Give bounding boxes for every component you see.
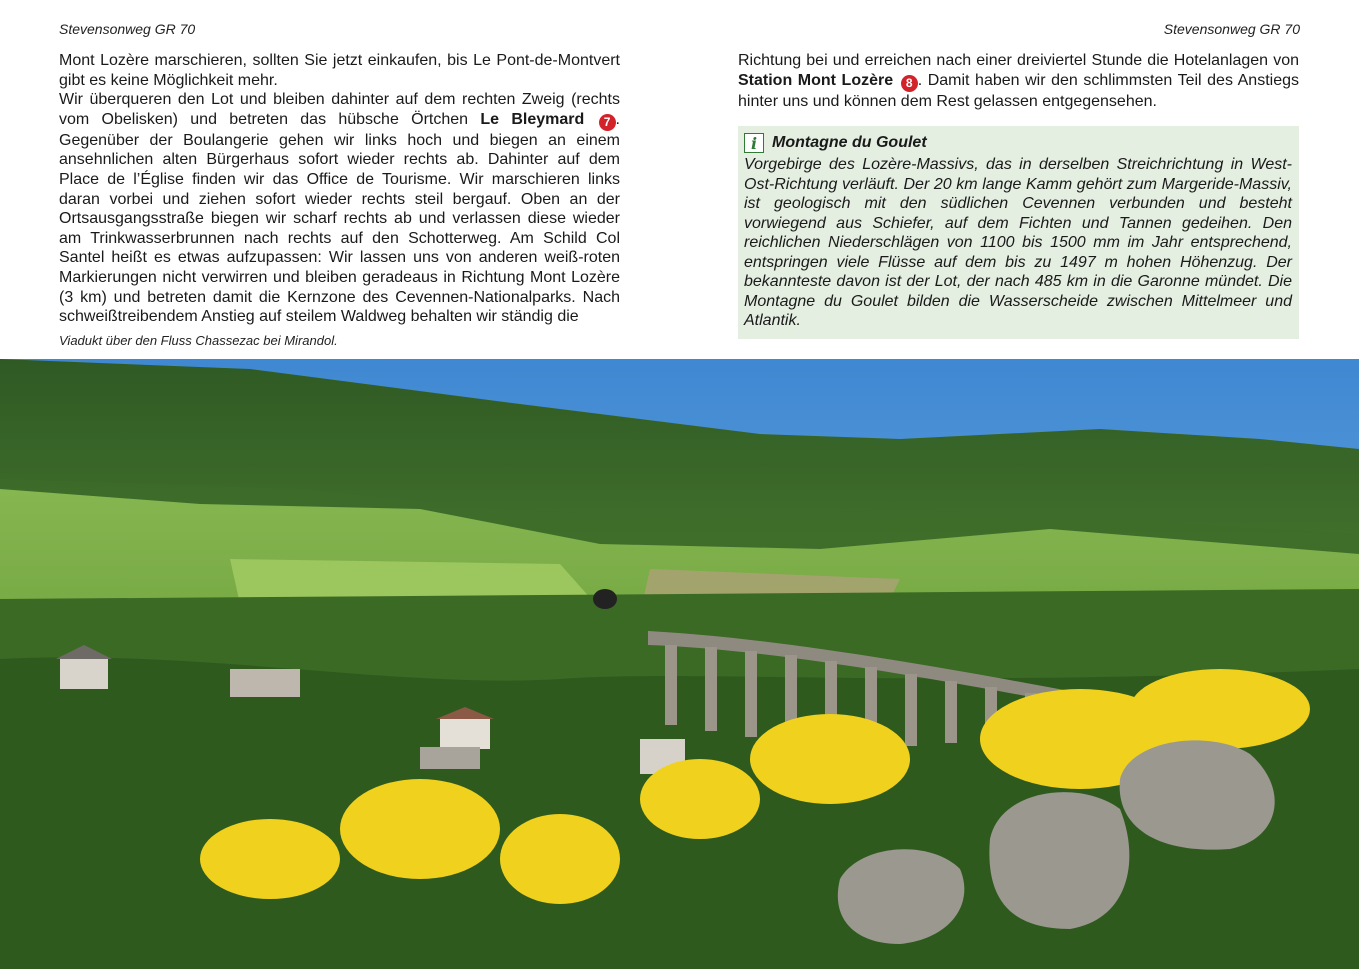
railway-tunnel [593, 589, 617, 609]
waypoint-marker-7: 7 [599, 114, 616, 131]
paragraph-2-end: . Gegenüber der Boulangerie gehen wir links hoch und biegen an einem ansehnlichen alten Bürgerhaus sofort wieder rechts ab. Dahinter auf dem Place de l’Église finden wir das Office de Tourisme. Wir marschieren links daran vorbei und ziehen sofort wieder rechts steil bergauf. Oben an der Ortsausgangsstraße biegen wir scharf rechts ab und verlassen diese wieder am Trinkwasserbrunnen nach rechts auf den Schotterweg. Am Schild Col Santel heißt es etwas aufzupassen: Wir lassen uns von anderen weiß-roten Markierungen nicht verwirren und bleiben geradeaus in Richtung Mont Lozère (3 km) und betreten damit die Kernzone des Cevennen-Nationalparks. Nach schweißtreibendem Anstieg auf steilem Waldweg behalten wir ständig die [59, 110, 620, 326]
right-text-column [738, 51, 1299, 111]
place-le-bleymard: Le Bleymard [480, 110, 585, 128]
paragraph-3-start: Richtung bei und erreichen nach einer dreiviertel Stunde die Hotelanlagen von [738, 52, 1299, 69]
landscape-illustration [0, 359, 1359, 969]
info-box-body: Vorgebirge des Lozère-Massivs, das in derselben Streichrichtung in West-Ost-Richtung verläuft. Der 20 km lange Kamm gehört zum Margeride-Massiv, ist geologisch mit den südlichen Cevennen verbunden und besteht vorwiegend aus Schiefer, auf dem Fichten und Tannen gedeihen. Den reichlichen Niederschlägen von 1100 bis 1500 mm im Jahr entsprechend, entspringen viele Flüsse auf dem bis zu 1497 m hohen Höhenzug. Der bekannteste davon ist der Lot, der nach 485 km in die Garonne mündet. Die Montagne du Goulet bilden die Wasserscheide zwischen Mittelmeer und Atlantik. [744, 156, 1292, 329]
running-head-left: Stevensonweg GR 70 [59, 21, 196, 37]
paragraph-1: Mont Lozère marschieren, sollten Sie jetzt einkaufen, bis Le Pont-de-Montvert gibt es keine Möglichkeit mehr. [59, 52, 620, 89]
waypoint-marker-8: 8 [901, 75, 918, 92]
info-box-header [744, 132, 1292, 154]
info-icon: i [744, 133, 764, 153]
photo-caption: Viadukt über den Fluss Chassezac bei Mirandol. [59, 333, 338, 348]
paragraph-2 [59, 90, 620, 327]
paragraph-3-end: . Damit haben wir den schlimmsten Teil des Anstiegs hinter uns und können dem Rest gelassen entgegensehen. [738, 71, 1299, 110]
paragraph-3 [738, 51, 1299, 111]
running-head-right: Stevensonweg GR 70 [1163, 21, 1300, 37]
left-text-column [59, 51, 620, 327]
place-station-mont-lozere: Station Mont Lozère [738, 71, 894, 89]
landscape-photo [0, 359, 1359, 969]
info-box-title: Montagne du Goulet [772, 134, 927, 151]
info-box [738, 126, 1299, 339]
paragraph-2-start: Wir überqueren den Lot und bleiben dahinter auf dem rechten Zweig (rechts vom Obelisken) und betreten das hübsche Örtchen [59, 91, 620, 128]
